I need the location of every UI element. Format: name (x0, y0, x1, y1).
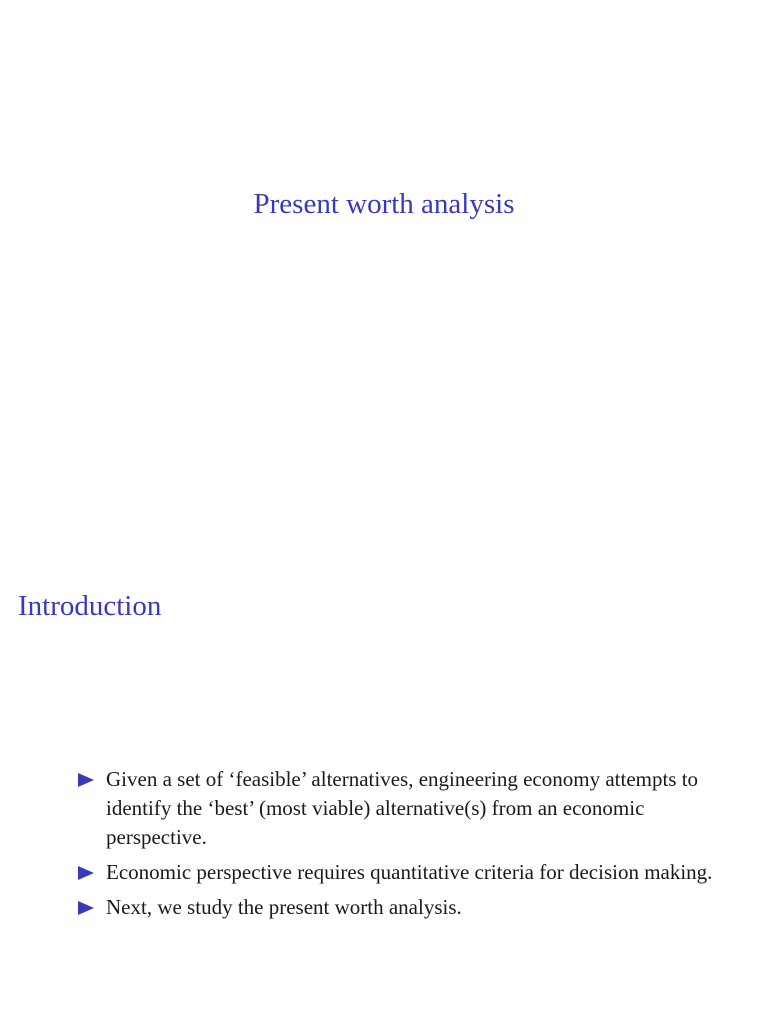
bullet-item (78, 893, 718, 922)
frame-title: Introduction (18, 590, 162, 622)
presentation-title: Present worth analysis (253, 188, 515, 220)
bullet-list (78, 765, 718, 928)
triangle-right-icon (78, 901, 94, 915)
bullet-item (78, 765, 718, 852)
bullet-text: Next, we study the present worth analysis. (106, 895, 462, 919)
bullet-text: Economic perspective requires quantitative criteria for decision making. (106, 860, 713, 884)
triangle-right-icon (78, 773, 94, 787)
introduction-slide (0, 512, 768, 1024)
triangle-right-icon (78, 866, 94, 880)
bullet-item (78, 858, 718, 887)
bullet-text: Given a set of ‘feasible’ alternatives, engineering economy attempts to identify the ‘best’ (most viable) alternative(s) from an economic perspective. (106, 767, 699, 849)
